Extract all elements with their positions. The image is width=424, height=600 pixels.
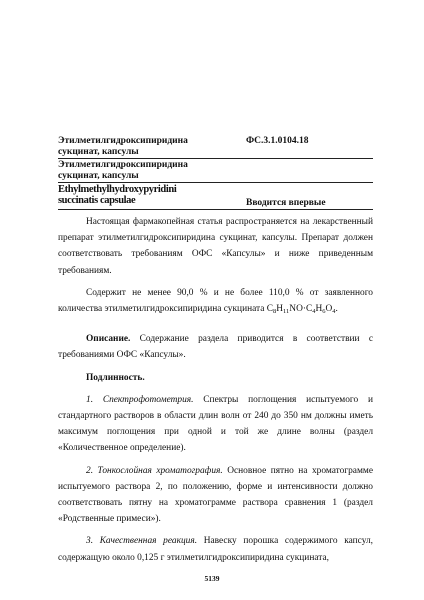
description-heading: Описание. <box>86 334 131 345</box>
article-body <box>58 214 373 566</box>
paragraph-scope: Настоящая фармакопейная статья распространяется на лекарственный препарат этилметилгидроксипиридина сукцинат, капсулы. Препарат должен соответствовать требованиям ОФС «Капсулы» и ниже приведенным требованиям. <box>58 217 373 276</box>
title-latin <box>58 184 176 206</box>
introduced-note: Вводится впервые <box>246 198 326 208</box>
title-latin-line1: Ethylmethylhydroxypyridini <box>58 184 177 195</box>
spectrophotometry-heading: 1. Спектрофотометрия. <box>86 394 194 405</box>
title-ru-1-line1: Этилметилгидроксипиридина <box>58 136 188 146</box>
chemical-formula: $C_8H_{11}NO\cdot C_4H_6O_4$. <box>266 304 338 316</box>
paragraph-tlc: 2. Тонкослойная хроматография. Основное пятно на хроматограмме испытуемого раствора 2, по положению, форме и интенсивности должно соответствовать пятну на хроматограмме раствора сравнения 1 (раздел «Родственные примеси»). <box>58 465 373 525</box>
page-number: 5139 <box>204 574 220 583</box>
tlc-heading: 2. Тонкослойная хроматография. <box>86 465 223 476</box>
title-ru-1 <box>58 136 188 158</box>
header-divider-3 <box>58 209 373 210</box>
paragraph-content <box>58 285 373 317</box>
title-latin-line2: succinatis capsulae <box>58 195 136 206</box>
qualitative-reaction-heading: 3. Качественная реакция. <box>86 536 198 547</box>
identity-heading: Подлинность. <box>86 372 145 383</box>
paragraph-qualitative-reaction: 3. Качественная реакция. Навеску порошка содержимого капсул, содержащую около 0,125 г этилметилгидроксипиридина сукцината, <box>58 536 373 563</box>
header-divider-1 <box>58 158 373 159</box>
title-ru-2 <box>58 160 188 182</box>
title-ru-1-line2: сукцинат, капсулы <box>58 147 139 157</box>
content-text: Содержит не менее 90,0 % и не более 110,0 % от заявленного количества этилметилгидроксипиридина сукцината <box>58 287 373 315</box>
title-ru-2-line2: сукцинат, капсулы <box>58 171 139 181</box>
paragraph-description: Описание. Содержание раздела приводится в соответствии с требованиями ОФС «Капсулы». <box>58 334 373 361</box>
article-code: ФС.3.1.0104.18 <box>246 136 309 146</box>
header-divider-2 <box>58 182 373 183</box>
paragraph-spectrophotometry: 1. Спектрофотометрия. Спектры поглощения испытуемого и стандартного растворов в области длин волн от 240 до 350 нм должны иметь максимум поглощения при одной и той же длине волны (раздел «Количественное определение). <box>58 394 373 454</box>
title-ru-2-line1: Этилметилгидроксипиридина <box>58 160 188 170</box>
paragraph-identity-heading <box>58 370 373 386</box>
